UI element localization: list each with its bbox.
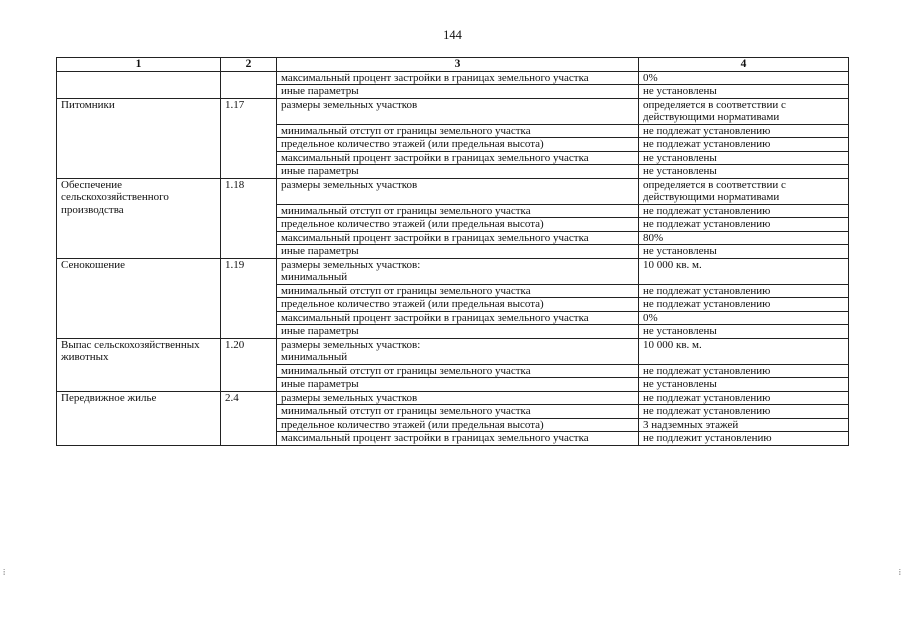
parameter-text: иные параметры [281,378,359,390]
code-cell [221,71,277,98]
column-header: 1 [57,58,221,72]
value-cell: не подлежат установлению [639,284,849,298]
parameter-text: предельное количество этажей (или предельная высота) [281,418,544,431]
parameter-text: размеры земельных участков: [281,338,421,351]
use-type-name: Выпас сельскохозяйственных животных [57,338,221,391]
scan-mark-right: ⁞ [898,568,901,577]
value-cell: не подлежат установлению [639,405,849,419]
parameter-text: размеры земельных участков [281,98,418,111]
use-type-cell [57,71,221,98]
scan-mark-left: ⁞ [3,568,6,577]
parameter-text: иные параметры [281,165,359,177]
parameter-cell [277,98,639,124]
use-type-name: Питомники [57,98,221,178]
parameter-text: предельное количество этажей (или предельная высота) [281,298,544,310]
table-row [57,391,849,405]
parameter-subtext: минимальный [277,351,639,364]
parameter-cell [277,231,639,245]
table-row [57,98,849,124]
parameter-text: иные параметры [281,85,359,97]
parameter-cell [277,432,639,446]
table-row [57,71,849,85]
parameter-cell [277,151,639,165]
parameter-cell [277,85,639,99]
parameter-text: иные параметры [281,325,359,337]
use-type-name: Обеспечение сельскохозяйственного производства [57,178,221,258]
parameter-cell [277,218,639,232]
value-cell: не установлены [639,165,849,179]
parameter-cell [277,245,639,259]
use-type-code: 1.19 [221,258,277,338]
value-cell: не установлены [639,378,849,392]
value-cell: не подлежат установлению [639,218,849,232]
value-cell: 10 000 кв. м. [639,338,849,364]
value-cell: не подлежат установлению [639,138,849,152]
value-cell: не подлежат установлению [639,124,849,138]
parameter-cell [277,325,639,339]
parameter-cell [277,311,639,325]
parameter-text: максимальный процент застройки в границах земельного участка [281,151,589,164]
page-number: 144 [443,28,462,42]
parameter-text: минимальный отступ от границы земельного участка [281,364,531,377]
parameter-text: максимальный процент застройки в границах земельного участка [281,432,589,444]
table-body [57,71,849,445]
value-cell: не установлены [639,85,849,99]
use-type-name: Передвижное жилье [57,391,221,445]
parameter-cell [277,378,639,392]
value-cell: 3 надземных этажей [639,418,849,432]
parameter-cell [277,391,639,405]
parameter-cell [277,364,639,378]
value-cell: не установлены [639,325,849,339]
use-type-code: 2.4 [221,391,277,445]
parameter-text: максимальный процент застройки в границах земельного участка [281,231,589,244]
parameter-cell [277,418,639,432]
value-cell: не подлежат установлению [639,298,849,312]
value-cell: не подлежат установлению [639,364,849,378]
parameter-text: иные параметры [281,245,359,257]
value-cell: не подлежит установлению [639,432,849,446]
column-header: 3 [277,58,639,72]
use-type-code: 1.17 [221,98,277,178]
table-row [57,178,849,204]
column-header: 2 [221,58,277,72]
parameter-text: минимальный отступ от границы земельного участка [281,405,531,417]
table-row [57,258,849,271]
parameter-cell [277,298,639,312]
parameter-text: минимальный отступ от границы земельного участка [281,284,531,297]
parameter-cell [277,338,639,351]
parameter-cell [277,138,639,152]
parameter-cell [277,124,639,138]
value-cell: 10 000 кв. м. [639,258,849,284]
value-cell: 0% [639,71,849,85]
value-cell: определяется в соответствии с действующими нормативами [639,178,849,204]
parameter-text: размеры земельных участков [281,391,418,404]
parameter-cell [277,284,639,298]
value-cell: определяется в соответствии с действующими нормативами [639,98,849,124]
parameter-text: размеры земельных участков: [281,258,421,271]
parameter-cell [277,165,639,179]
value-cell: не подлежат установлению [639,204,849,218]
header-row [57,58,849,72]
parameter-text: размеры земельных участков [281,178,418,191]
parameter-text: максимальный процент застройки в границах земельного участка [281,311,589,324]
use-type-name: Сенокошение [57,258,221,338]
parameter-text: минимальный отступ от границы земельного участка [281,124,531,137]
value-cell: 0% [639,311,849,325]
value-cell: не установлены [639,245,849,259]
parameter-subtext: минимальный [277,271,639,284]
parameter-text: предельное количество этажей (или предельная высота) [281,218,544,230]
parameter-text: максимальный процент застройки в границах земельного участка [281,71,589,84]
parameter-cell [277,178,639,204]
parameter-cell [277,258,639,271]
value-cell: не установлены [639,151,849,165]
use-type-code: 1.20 [221,338,277,391]
regulations-table [56,57,849,446]
table-row [57,338,849,351]
parameter-cell [277,71,639,85]
column-header: 4 [639,58,849,72]
parameter-cell [277,405,639,419]
parameter-text: минимальный отступ от границы земельного участка [281,204,531,217]
value-cell: не подлежат установлению [639,391,849,405]
parameter-cell [277,204,639,218]
value-cell: 80% [639,231,849,245]
parameter-text: предельное количество этажей (или предельная высота) [281,138,544,150]
use-type-code: 1.18 [221,178,277,258]
